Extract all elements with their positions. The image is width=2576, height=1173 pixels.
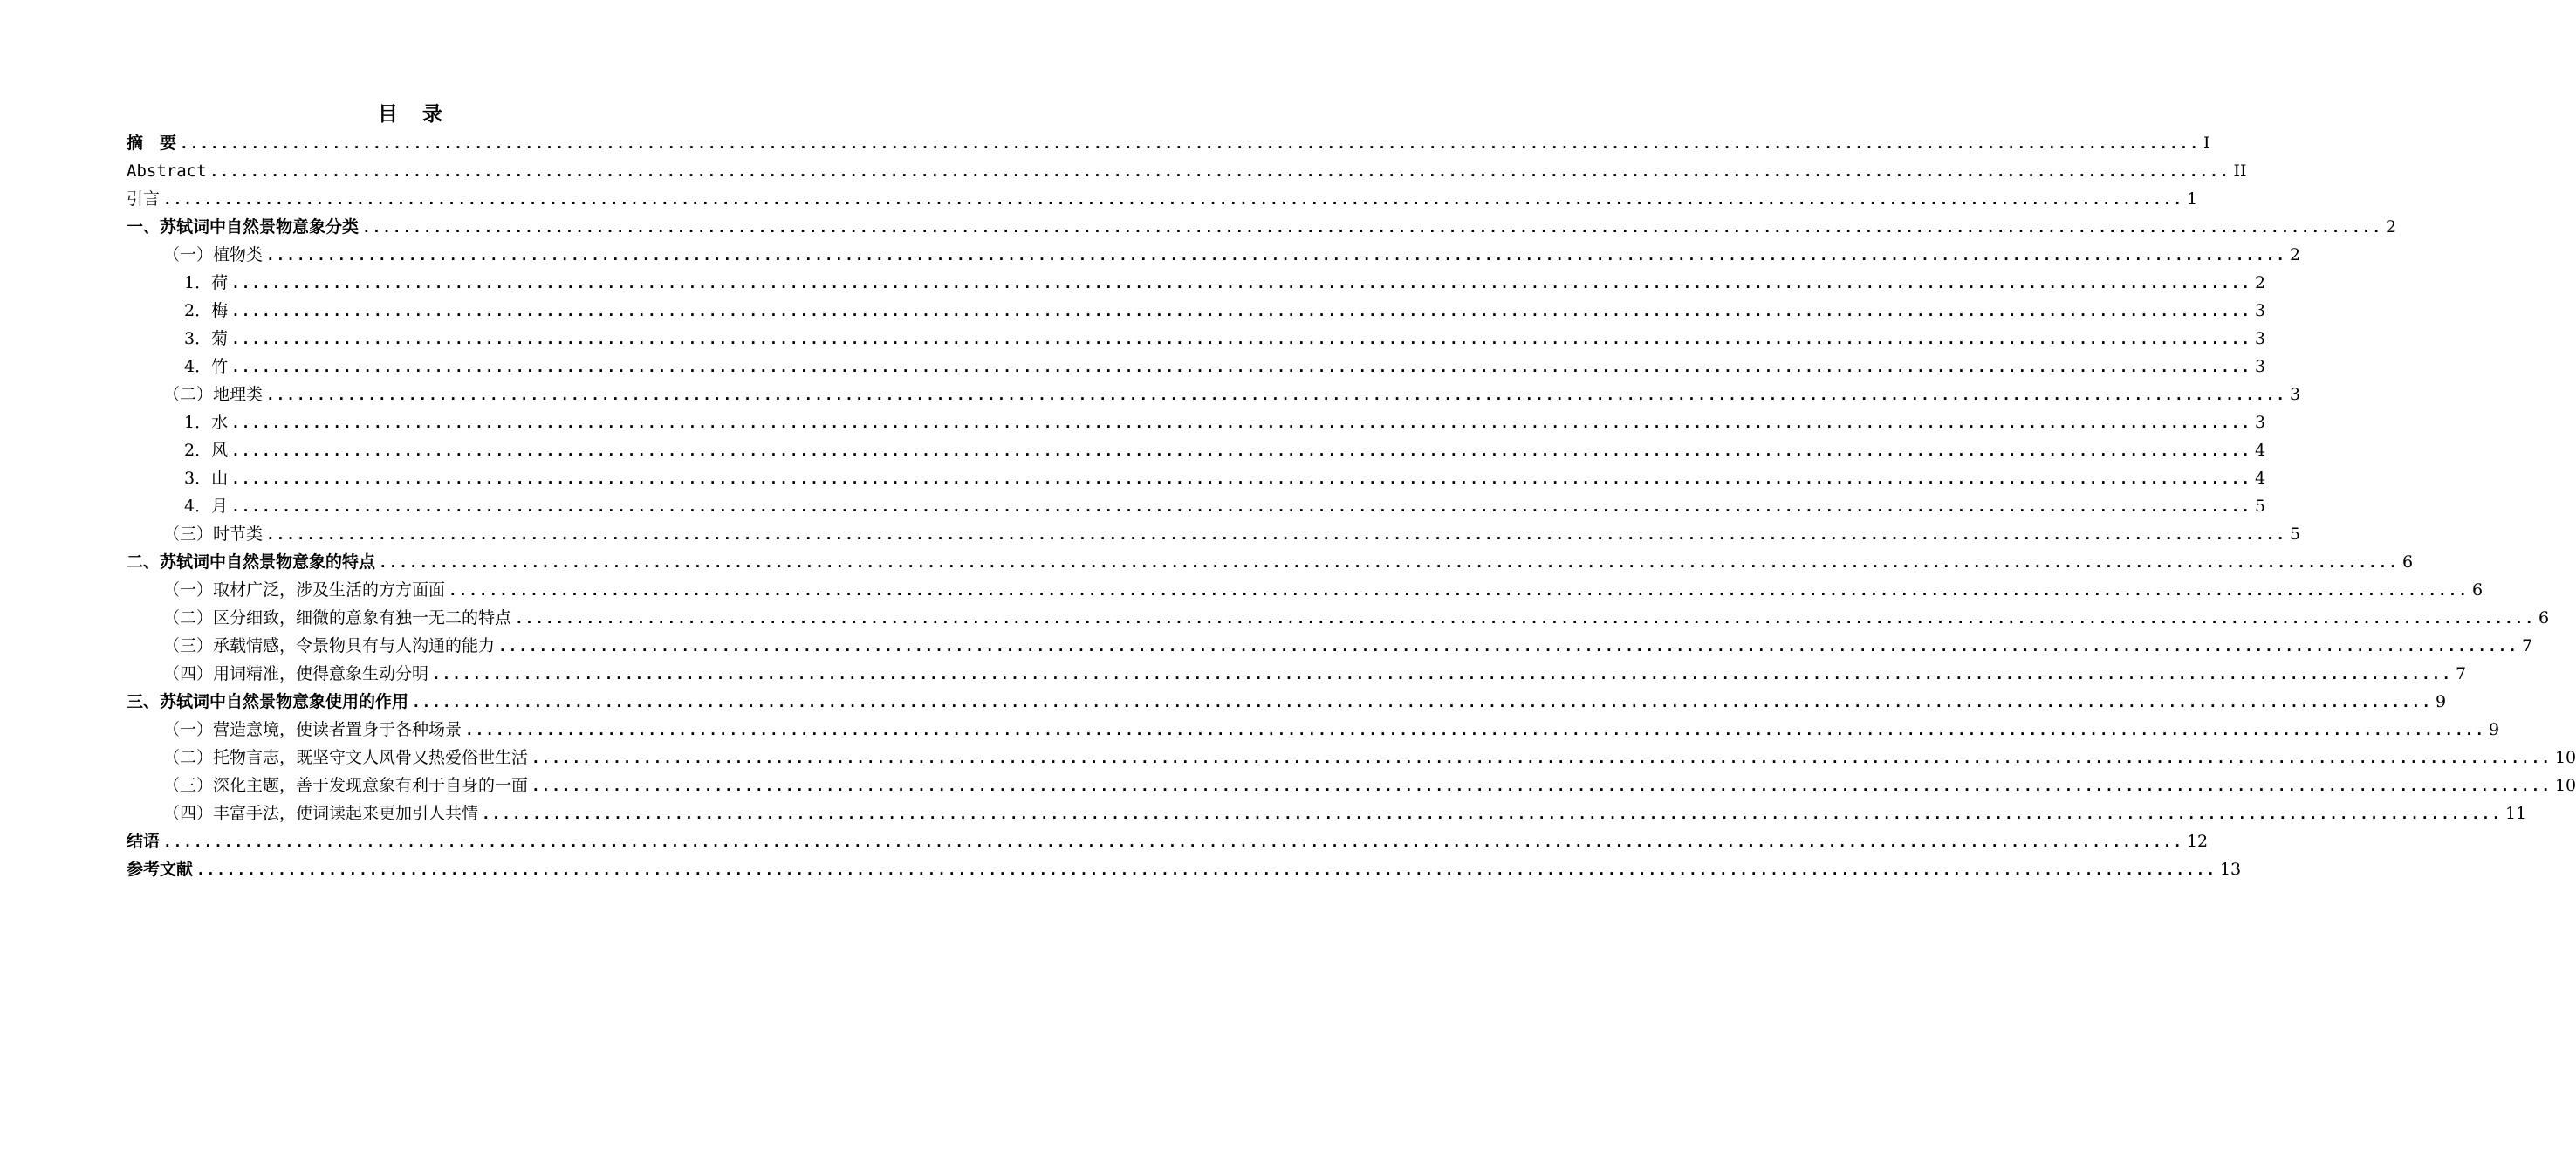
toc-entry-label: 一、苏轼词中自然景物意象分类 (127, 217, 360, 237)
toc-dot-leader: ....................................................................................................................................................................................................... (231, 331, 2252, 347)
toc-entry-page-number: 10 (2554, 748, 2576, 767)
toc-entry[interactable] (127, 381, 2301, 408)
toc-entry[interactable] (127, 688, 2447, 716)
toc-dot-leader: ....................................................................................................................................................................................................... (231, 470, 2252, 487)
toc-entry-page-number: 2 (2255, 273, 2266, 292)
toc-entry[interactable] (127, 464, 2266, 492)
toc-entry[interactable] (127, 772, 2576, 799)
toc-title: 目 录 (377, 103, 451, 126)
toc-entry-label: 参考文献 (127, 860, 194, 879)
toc-entry-page-number: 9 (2488, 720, 2500, 739)
toc-entry-page-number: 12 (2186, 832, 2209, 851)
toc-entry[interactable] (127, 185, 2198, 213)
toc-dot-leader: ....................................................................................................................................................................................................... (231, 359, 2252, 375)
toc-entry-label: 结语 (127, 832, 161, 851)
toc-entry-label: 2．风 (184, 441, 229, 460)
toc-entry-label: （三）承载情感，令景物具有与人沟通的能力 (163, 636, 496, 655)
toc-dot-leader: ....................................................................................................................................................................................................... (163, 833, 2183, 850)
toc-entry-label: （二）地理类 (163, 385, 264, 404)
toc-entry-page-number: 4 (2255, 469, 2266, 488)
toc-entry-label: （一）营造意境，使读者置身于各种场景 (163, 720, 462, 739)
toc-entry-label: Abstract (127, 161, 207, 181)
toc-dot-leader: ....................................................................................................................................................................................................... (531, 778, 2552, 794)
toc-entry[interactable] (127, 604, 2550, 632)
toc-entry-page-number: 3 (2255, 329, 2266, 348)
toc-dot-leader: ....................................................................................................................................................................................................... (266, 526, 2286, 543)
toc-entry[interactable] (127, 492, 2266, 520)
toc-entry-page-number: 5 (2289, 525, 2301, 544)
toc-entry-label: 二、苏轼词中自然景物意象的特点 (127, 552, 376, 572)
toc-entry-label: 1．水 (184, 413, 229, 432)
toc-dot-leader: ....................................................................................................................................................................................................... (231, 415, 2252, 431)
toc-entry[interactable] (127, 325, 2266, 353)
toc-entry-label: 摘 要 (127, 134, 177, 153)
toc-entry[interactable] (127, 213, 2397, 241)
toc-entry[interactable] (127, 353, 2266, 381)
toc-entry-label: （四）丰富手法，使词读起来更加引人共情 (163, 804, 479, 823)
toc-dot-leader: ....................................................................................................................................................................................................... (412, 694, 2432, 710)
toc-dot-leader: ....................................................................................................................................................................................................... (196, 861, 2216, 878)
toc-entry-label: 3．山 (184, 469, 229, 488)
toc-entry[interactable] (127, 744, 2576, 772)
toc-dot-leader: ....................................................................................................................................................................................................... (180, 135, 2200, 152)
toc-entry-page-number: 10 (2554, 776, 2576, 795)
toc-dot-leader: ....................................................................................................................................................................................................... (266, 247, 2286, 264)
toc-dot-leader: ....................................................................................................................................................................................................... (231, 498, 2252, 515)
toc-dot-leader: ....................................................................................................................................................................................................... (432, 666, 2452, 683)
toc-entry-label: （三）时节类 (163, 525, 264, 544)
toc-entry-page-number: 2 (2289, 245, 2301, 264)
toc-entry[interactable] (127, 576, 2484, 604)
toc-dot-leader: ....................................................................................................................................................................................................... (231, 275, 2252, 292)
toc-dot-leader: ....................................................................................................................................................................................................... (362, 219, 2382, 236)
toc-dot-leader: ....................................................................................................................................................................................................... (531, 750, 2552, 766)
toc-entry-label: （三）深化主题，善于发现意象有利于自身的一面 (163, 776, 529, 795)
toc-entry[interactable] (127, 716, 2500, 744)
toc-entry-page-number: 6 (2401, 552, 2414, 572)
toc-entry[interactable] (127, 632, 2533, 660)
toc-entry-label: 4．竹 (184, 357, 229, 376)
toc-entry-page-number: 1 (2186, 189, 2198, 209)
toc-dot-leader: ....................................................................................................................................................................................................... (482, 806, 2502, 822)
toc-entry-page-number: II (2233, 161, 2247, 181)
toc-entry[interactable] (127, 855, 2242, 883)
toc-dot-leader: ....................................................................................................................................................................................................... (266, 387, 2286, 403)
toc-entry-page-number: 2 (2385, 217, 2397, 237)
toc-dot-leader: ....................................................................................................................................................................................................... (449, 582, 2469, 599)
toc-entry-page-number: 6 (2471, 580, 2484, 600)
toc-entry-page-number: 3 (2289, 385, 2301, 404)
toc-entry[interactable] (127, 129, 2210, 157)
toc-entry-page-number: I (2203, 134, 2210, 153)
toc-dot-leader: ....................................................................................................................................................................................................... (231, 303, 2252, 319)
toc-entry-page-number: 3 (2255, 357, 2266, 376)
toc-entry-page-number: 11 (2504, 804, 2527, 823)
toc-dot-leader: ....................................................................................................................................................................................................... (209, 163, 2230, 180)
toc-dot-leader: ....................................................................................................................................................................................................... (465, 722, 2485, 738)
toc-entry-label: 1．荷 (184, 273, 229, 292)
toc-entry-label: （二）区分细致，细微的意象有独一无二的特点 (163, 608, 512, 628)
toc-entry[interactable] (127, 297, 2266, 325)
toc-dot-leader: ....................................................................................................................................................................................................... (498, 638, 2518, 655)
toc-entry[interactable] (127, 520, 2301, 548)
toc-entry-page-number: 9 (2435, 692, 2447, 711)
toc-entry-label: （一）植物类 (163, 245, 264, 264)
toc-entry-label: 引言 (127, 189, 161, 209)
toc-entry-label: （二）托物言志，既坚守文人风骨又热爱俗世生活 (163, 748, 529, 767)
toc-entry[interactable] (127, 269, 2266, 297)
toc-dot-leader: ....................................................................................................................................................................................................... (379, 554, 2399, 571)
toc-entry-page-number: 5 (2255, 497, 2266, 516)
toc-entry[interactable] (127, 157, 2247, 185)
toc-entry[interactable] (127, 660, 2467, 688)
toc-entry-page-number: 6 (2538, 608, 2550, 628)
toc-entry-label: 4．月 (184, 497, 229, 516)
toc-entry-label: 2．梅 (184, 301, 229, 320)
toc-entry-page-number: 7 (2455, 664, 2467, 683)
toc-entry-page-number: 7 (2521, 636, 2533, 655)
table-of-contents (127, 129, 2576, 883)
toc-dot-leader: ....................................................................................................................................................................................................... (163, 191, 2183, 208)
toc-entry[interactable] (127, 408, 2266, 436)
toc-entry-page-number: 13 (2219, 860, 2242, 879)
toc-entry-page-number: 3 (2255, 413, 2266, 432)
toc-entry-page-number: 3 (2255, 301, 2266, 320)
toc-entry[interactable] (127, 241, 2301, 269)
toc-dot-leader: ....................................................................................................................................................................................................... (231, 442, 2252, 459)
toc-entry[interactable] (127, 436, 2266, 464)
toc-entry[interactable] (127, 548, 2414, 576)
toc-entry-page-number: 4 (2255, 441, 2266, 460)
toc-entry-label: （一）取材广泛，涉及生活的方方面面 (163, 580, 446, 600)
toc-entry-label: 三、苏轼词中自然景物意象使用的作用 (127, 692, 409, 711)
toc-dot-leader: ....................................................................................................................................................................................................... (515, 610, 2535, 627)
toc-entry-label: （四）用词精准，使得意象生动分明 (163, 664, 429, 683)
toc-entry[interactable] (127, 799, 2527, 827)
toc-entry[interactable] (127, 827, 2209, 855)
toc-entry-label: 3．菊 (184, 329, 229, 348)
